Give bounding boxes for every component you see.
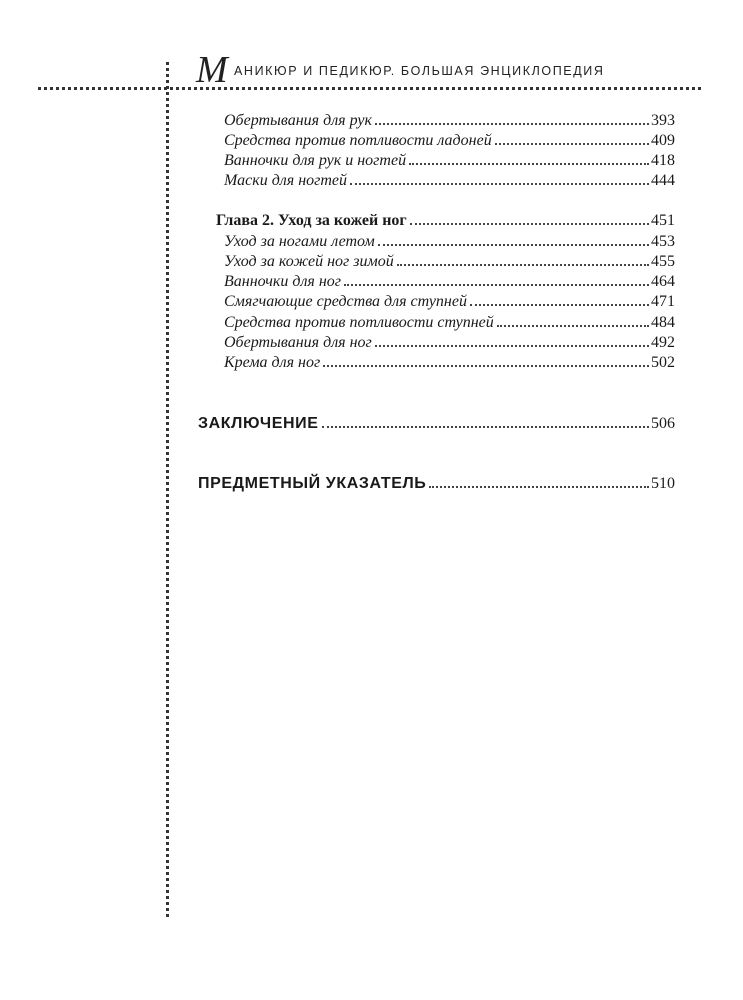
toc-chapter-entry[interactable] [216, 212, 675, 230]
toc-entry-title: Смягчающие средства для ступней [224, 293, 467, 310]
toc-entry-title: Средства против потливости ступней [224, 314, 494, 331]
header-title: АНИКЮР И ПЕДИКЮР. БОЛЬШАЯ ЭНЦИКЛОПЕДИЯ [234, 64, 605, 78]
dot-leader [470, 304, 649, 306]
toc-section-title: ПРЕДМЕТНЫЙ УКАЗАТЕЛЬ [198, 475, 427, 492]
toc-entry[interactable] [224, 233, 675, 251]
toc-entry[interactable] [224, 334, 675, 352]
toc-section-entry[interactable] [198, 415, 675, 433]
toc-entry-title: Ванночки для рук и ногтей [224, 152, 407, 169]
toc-entry-page: 492 [651, 334, 675, 351]
toc-entry-title: Обертывания для рук [224, 112, 372, 129]
dot-leader [375, 345, 649, 347]
dot-leader [344, 284, 649, 286]
toc-entry-title: Уход за кожей ног зимой [224, 253, 394, 270]
toc-entry-title: Обертывания для ног [224, 334, 372, 351]
toc-section-page: 506 [651, 415, 675, 432]
toc-chapter-title: Глава 2. Уход за кожей ног [216, 212, 407, 229]
toc-chapter-page: 451 [651, 212, 675, 229]
toc-entry[interactable] [224, 354, 675, 372]
dot-leader [429, 486, 649, 488]
toc-section-page: 510 [651, 475, 675, 492]
dot-leader [322, 426, 650, 428]
toc-entry[interactable] [224, 273, 675, 291]
toc-entry[interactable] [224, 293, 675, 311]
toc-entry-page: 484 [651, 314, 675, 331]
toc-entry-title: Крема для ног [224, 354, 321, 371]
dot-leader [323, 365, 649, 367]
toc-entry[interactable] [224, 253, 675, 271]
toc-entry-title: Уход за ногами летом [224, 233, 375, 250]
toc-section-title: ЗАКЛЮЧЕНИЕ [198, 415, 319, 432]
toc-entry[interactable] [224, 112, 675, 130]
toc-entry[interactable] [224, 172, 675, 190]
toc-entry-title: Ванночки для ног [224, 273, 342, 290]
toc-entry[interactable] [224, 152, 675, 170]
dot-leader [397, 264, 649, 266]
toc-entry[interactable] [224, 132, 675, 150]
toc-entry-page: 502 [651, 354, 675, 371]
dot-leader [495, 143, 649, 145]
dot-leader [350, 183, 649, 185]
dot-leader [378, 244, 649, 246]
toc-entry-page: 453 [651, 233, 675, 250]
toc-entry[interactable] [224, 314, 675, 332]
toc-entry-page: 444 [651, 172, 675, 189]
toc-entry-page: 418 [651, 152, 675, 169]
dot-leader [497, 325, 649, 327]
dot-leader [375, 123, 649, 125]
dot-leader [409, 163, 649, 165]
toc-entry-page: 409 [651, 132, 675, 149]
toc-entry-page: 471 [651, 293, 675, 310]
toc-entry-title: Маски для ногтей [224, 172, 348, 189]
header-initial-letter: М [196, 49, 228, 91]
toc-entry-title: Средства против потливости ладоней [224, 132, 492, 149]
toc-entry-page: 464 [651, 273, 675, 290]
toc-entry-page: 393 [651, 112, 675, 129]
toc-section-entry[interactable] [198, 475, 675, 493]
dot-leader [410, 223, 649, 225]
toc-entry-page: 455 [651, 253, 675, 270]
